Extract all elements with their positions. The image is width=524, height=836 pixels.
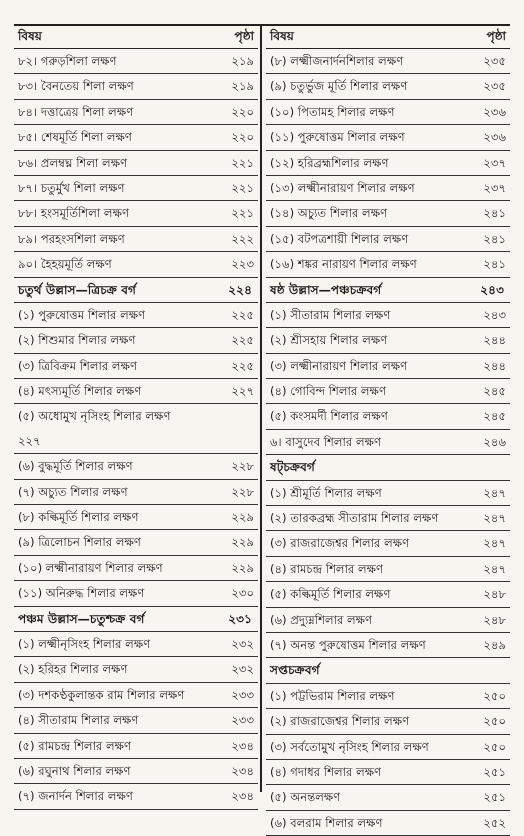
entry-page-number: ২৩৩ — [231, 713, 254, 728]
contents-entry-row — [266, 785, 510, 810]
section-heading-row — [266, 278, 510, 303]
contents-entry-row — [14, 505, 258, 530]
contents-entry-row — [266, 303, 510, 328]
section-title: চতুর্থ উল্লাস—ত্রিচক্র বর্গ — [18, 282, 137, 297]
entry-page-number: ২২০ — [231, 130, 254, 145]
entry-page-number: ২৪৬ — [483, 434, 506, 449]
contents-entry-row — [14, 176, 258, 201]
contents-entry-row — [14, 556, 258, 581]
entry-page-number: ২৪৩ — [483, 307, 506, 322]
contents-entry-row — [14, 759, 258, 784]
entry-page-number: ২২১ — [231, 155, 254, 170]
entry-page-number: ২৩৪ — [231, 763, 254, 778]
contents-entry-row — [14, 480, 258, 505]
entry-title: (১২) হরিব্রহ্মশিলার লক্ষণ — [270, 155, 389, 170]
entry-title: ৮৮। হংসমূর্তিশিলা লক্ষণ — [18, 206, 129, 221]
contents-entry-row — [266, 328, 510, 353]
entry-title: (৩) সর্বতোমুখ নৃসিংহ শিলার লক্ষণ — [270, 739, 429, 754]
entry-title: (১১) পুরুষোত্তম শিলার লক্ষণ — [270, 130, 405, 145]
contents-entry-row — [14, 227, 258, 252]
contents-entry-row — [14, 379, 258, 404]
entry-title: (২) তারকব্রহ্ম সীতারাম শিলার লক্ষণ — [270, 511, 439, 526]
entry-title: ৮৯। পরহংসশিলা লক্ষণ — [18, 231, 125, 246]
entry-title: (৫) অধোমুখ নৃসিংহ শিলার লক্ষণ — [18, 409, 171, 424]
contents-entry-row — [266, 811, 510, 836]
contents-entry-row — [266, 201, 510, 226]
entry-title: (১৪) অচ্যুত শিলার লক্ষণ — [270, 206, 388, 221]
entry-page-number: ২৪৫ — [483, 409, 506, 424]
entry-title: ৮২। গরুড়শিলা লক্ষণ — [18, 54, 117, 68]
entry-page-number: ২২৪ — [228, 282, 252, 297]
entry-page-number: ২৫১ — [483, 790, 506, 805]
contents-entry-row — [14, 354, 258, 379]
contents-entry-row — [14, 328, 258, 353]
entry-page-number: ২৩৪ — [231, 738, 254, 753]
contents-entry-row — [266, 404, 510, 429]
right-column — [266, 24, 510, 836]
entry-page-number: ২৩৬ — [483, 130, 506, 145]
entry-title: (৪) সীতারাম শিলার লক্ষণ — [18, 713, 139, 728]
entry-title: (৫) কল্কিমূর্তি শিলার লক্ষণ — [270, 587, 391, 602]
column-divider — [260, 24, 262, 792]
entry-page-number: ২৪৭ — [483, 536, 506, 551]
subject-header: বিষয় — [270, 29, 294, 43]
entry-title: (৫) রামচন্দ্র শিলার লক্ষণ — [18, 738, 132, 753]
entry-page-number: ২৫০ — [483, 688, 506, 703]
section-heading-row — [266, 455, 510, 480]
contents-entry-row — [266, 557, 510, 582]
entry-page-number: ২৫২ — [483, 815, 506, 830]
entry-title: (৬) রঘুনাথ শিলার লক্ষণ — [18, 763, 131, 778]
entry-page-number: ২৪৭ — [483, 485, 506, 500]
entry-title: (৮) লক্ষ্মীজনার্দনশিলার লক্ষণ — [270, 54, 404, 68]
entry-title: (১৫) বটপত্রশায়ী শিলার লক্ষণ — [270, 231, 409, 246]
section-title: পঞ্চম উল্লাস—চতুশ্চক্র বর্গ — [18, 611, 145, 626]
section-heading-row — [14, 607, 258, 632]
page-header: পৃষ্ঠা — [486, 29, 506, 43]
contents-entry-row — [14, 683, 258, 708]
entry-title: (৭) জনার্দন শিলার লক্ষণ — [18, 789, 133, 804]
contents-entry-row — [14, 454, 258, 479]
contents-entry-row — [14, 151, 258, 176]
section-title: ষট্চক্রবর্গ — [270, 460, 315, 475]
contents-entry-row — [14, 74, 258, 99]
entry-page-number: ২৩২ — [231, 636, 254, 651]
entry-page-number: ২১৯ — [231, 54, 254, 68]
entry-title: (৪) মৎস্যমূর্তি শিলার লক্ষণ — [18, 384, 142, 399]
entry-title: (৬) বুদ্ধমূর্তি শিলার লক্ষণ — [18, 459, 133, 474]
entry-page-number: ২৩২ — [231, 662, 254, 677]
contents-entry-row — [266, 531, 510, 556]
contents-entry-row — [14, 581, 258, 606]
entry-page-number: ২২২ — [231, 231, 254, 246]
section-heading-row — [14, 278, 258, 303]
entry-page-number: ২৪৯ — [483, 637, 506, 652]
entry-title: (৯) চতুর্ভুজ মূর্তি শিলার লক্ষণ — [270, 79, 408, 94]
contents-entry-row — [266, 125, 510, 150]
entry-page-number: ২২৮ — [231, 484, 254, 499]
entry-page-number: ২২৯ — [231, 560, 254, 575]
entry-title: ২২৭ — [18, 433, 41, 448]
entry-title: (৩) ত্রিবিক্রম শিলার লক্ষণ — [18, 358, 137, 373]
entry-title: (৪) রামচন্দ্র শিলার লক্ষণ — [270, 561, 384, 576]
entry-title: (৫) অনন্তলক্ষণ — [270, 790, 341, 805]
entry-title: (৮) কল্কিমূর্তি শিলার লক্ষণ — [18, 510, 139, 525]
entry-page-number: ২৪৪ — [483, 358, 506, 373]
contents-entry-row — [266, 735, 510, 760]
entry-page-number: ২৫০ — [483, 714, 506, 729]
contents-entry-row — [266, 506, 510, 531]
entry-page-number: ২২০ — [231, 104, 254, 119]
contents-entry-row — [266, 379, 510, 404]
contents-entry-row — [266, 100, 510, 125]
entry-page-number: ২৩৭ — [483, 155, 506, 170]
entry-title: (১১) অনিরুদ্ধ শিলার লক্ষণ — [18, 586, 145, 601]
entry-page-number: ২২১ — [231, 206, 254, 221]
entry-page-number: ২৫০ — [483, 739, 506, 754]
entry-page-number: ২২৫ — [231, 333, 254, 348]
entry-page-number: ২৪৮ — [483, 587, 506, 602]
section-title: সপ্তচক্রবর্গ — [270, 663, 320, 678]
entry-title: (৪) গোবিন্দ শিলার লক্ষণ — [270, 384, 386, 399]
contents-entry-row — [266, 74, 510, 99]
entry-title: (৭) অনন্ত পুরুষোত্তম শিলার লক্ষণ — [270, 637, 426, 652]
contents-entry-row — [14, 303, 258, 328]
entry-title: (৬) প্রদ্যুম্নশিলার লক্ষণ — [270, 612, 373, 627]
entry-page-number: ২৪১ — [483, 257, 506, 272]
contents-entry-row — [266, 176, 510, 201]
entry-title: (১) পুরুষোত্তম শিলার লক্ষণ — [18, 307, 146, 322]
entry-page-number: ২৩৩ — [231, 687, 254, 702]
contents-page — [14, 24, 510, 830]
entry-title: (৭) অচ্যুত শিলার লক্ষণ — [18, 484, 128, 499]
contents-entry-row — [266, 633, 510, 658]
entry-title: (৩) দশকণ্ঠকুলান্তক রাম শিলার লক্ষণ — [18, 687, 185, 702]
contents-entry-row — [14, 530, 258, 555]
entry-title: ৮৩। বৈনতেয় শিলা লক্ষণ — [18, 79, 134, 94]
left-column — [14, 24, 258, 810]
contents-entry-row — [14, 125, 258, 150]
contents-entry-row — [266, 227, 510, 252]
entry-title: (১৩) লক্ষ্মীনারায়ণ শিলার লক্ষণ — [270, 180, 415, 195]
contents-entry-row — [14, 404, 258, 428]
entry-title: (১০) লক্ষ্মীনারায়ণ শিলার লক্ষণ — [18, 560, 163, 575]
entry-title: (৩) রাজরাজেশ্বর শিলার লক্ষণ — [270, 536, 410, 551]
contents-entry-row — [266, 252, 510, 277]
entry-page-number: ২৪১ — [483, 231, 506, 246]
contents-entry-row — [14, 734, 258, 759]
contents-entry-row — [266, 354, 510, 379]
entry-title: (১৬) শঙ্কর নারায়ণ শিলার লক্ষণ — [270, 257, 417, 272]
section-title: ষষ্ঠ উল্লাস—পঞ্চচক্রবর্গ — [270, 282, 382, 297]
entry-title: (১) লক্ষ্মীনৃসিংহ শিলার লক্ষণ — [18, 636, 151, 651]
entry-page-number: ২৪৭ — [483, 511, 506, 526]
entry-title: ৬। বাসুদেব শিলার লক্ষণ — [270, 434, 382, 449]
contents-entry-row — [266, 684, 510, 709]
entry-title: (২) শিশুমার শিলার লক্ষণ — [18, 333, 136, 348]
entry-page-number: ২৩৭ — [483, 180, 506, 195]
entry-page-number: ২১৯ — [231, 79, 254, 94]
entry-page-number: ২২৫ — [231, 358, 254, 373]
entry-page-number: ২৩৫ — [483, 54, 506, 68]
contents-entry-row — [266, 760, 510, 785]
entry-title: (১) শ্রীমূর্তি শিলার লক্ষণ — [270, 485, 382, 500]
entry-title: (৫) কংসমর্দী শিলার লক্ষণ — [270, 409, 388, 424]
contents-entry-row — [266, 430, 510, 455]
entry-title: (২) হরিহর শিলার লক্ষণ — [18, 662, 128, 677]
entry-page-number: ২৩০ — [231, 586, 254, 601]
contents-entry-row — [14, 708, 258, 733]
entry-page-number: ২৪৩ — [480, 282, 504, 297]
entry-page-number: ২২৭ — [231, 384, 254, 399]
section-heading-row — [266, 658, 510, 683]
right-column-header — [266, 24, 510, 49]
entry-page-number: ২৪৭ — [483, 561, 506, 576]
contents-entry-row — [14, 429, 258, 454]
entry-page-number: ২৪৮ — [483, 612, 506, 627]
contents-entry-row — [14, 784, 258, 809]
contents-entry-row — [266, 709, 510, 734]
entry-page-number: ২২৯ — [231, 535, 254, 550]
contents-entry-row — [14, 252, 258, 277]
entry-title: (১) পট্টভিরাম শিলার লক্ষণ — [270, 688, 395, 703]
entry-title: (১) সীতারাম শিলার লক্ষণ — [270, 307, 391, 322]
entry-title: ৮৬। প্রলম্বঘ্ন শিলা লক্ষণ — [18, 155, 128, 170]
entry-page-number: ২২৫ — [231, 307, 254, 322]
entry-page-number: ২৪৪ — [483, 333, 506, 348]
entry-title: ৯০। হৈহয়মূর্তি লক্ষণ — [18, 257, 112, 272]
entry-page-number: ২২৮ — [231, 459, 254, 474]
contents-entry-row — [14, 632, 258, 657]
entry-page-number: ২৫১ — [483, 764, 506, 779]
entry-title: (৯) ত্রিলোচন শিলার লক্ষণ — [18, 535, 141, 550]
entry-title: ৮৪। দত্তাত্রেয় শিলা লক্ষণ — [18, 104, 134, 119]
contents-entry-row — [266, 608, 510, 633]
contents-entry-row — [266, 481, 510, 506]
entry-page-number: ২২৩ — [231, 257, 254, 272]
entry-title: ৮৭। চতুর্মুখ শিলা লক্ষণ — [18, 180, 125, 195]
entry-page-number: ২৩৫ — [483, 79, 506, 94]
contents-entry-row — [14, 49, 258, 74]
entry-page-number: ২৪১ — [483, 206, 506, 221]
entry-page-number: ২৩৪ — [231, 789, 254, 804]
contents-entry-row — [266, 151, 510, 176]
entry-title: ৮৫। শেষমূর্তি শিলা লক্ষণ — [18, 130, 132, 145]
entry-title: (৬) বলরাম শিলার লক্ষণ — [270, 815, 383, 830]
contents-entry-row — [14, 201, 258, 226]
subject-header: বিষয় — [18, 29, 42, 43]
entry-title: (৪) গদাধর শিলার লক্ষণ — [270, 764, 382, 779]
entry-title: (১০) পিতামহ শিলার লক্ষণ — [270, 104, 395, 119]
contents-entry-row — [14, 100, 258, 125]
entry-title: (৩) লক্ষ্মীনারায়ণ শিলার লক্ষণ — [270, 358, 408, 373]
entry-page-number: ২৪৫ — [483, 384, 506, 399]
entry-title: (২) রাজরাজেশ্বর শিলার লক্ষণ — [270, 714, 410, 729]
left-column-header — [14, 24, 258, 49]
contents-entry-row — [266, 49, 510, 74]
entry-page-number: ২২১ — [231, 180, 254, 195]
entry-title: (২) শ্রীসহায় শিলার লক্ষণ — [270, 333, 388, 348]
page-header: পৃষ্ঠা — [234, 29, 254, 43]
entry-page-number: ২২৯ — [231, 510, 254, 525]
entry-page-number: ২৩৬ — [483, 104, 506, 119]
contents-entry-row — [14, 657, 258, 682]
entry-page-number: ২৩১ — [228, 611, 252, 626]
contents-entry-row — [266, 582, 510, 607]
